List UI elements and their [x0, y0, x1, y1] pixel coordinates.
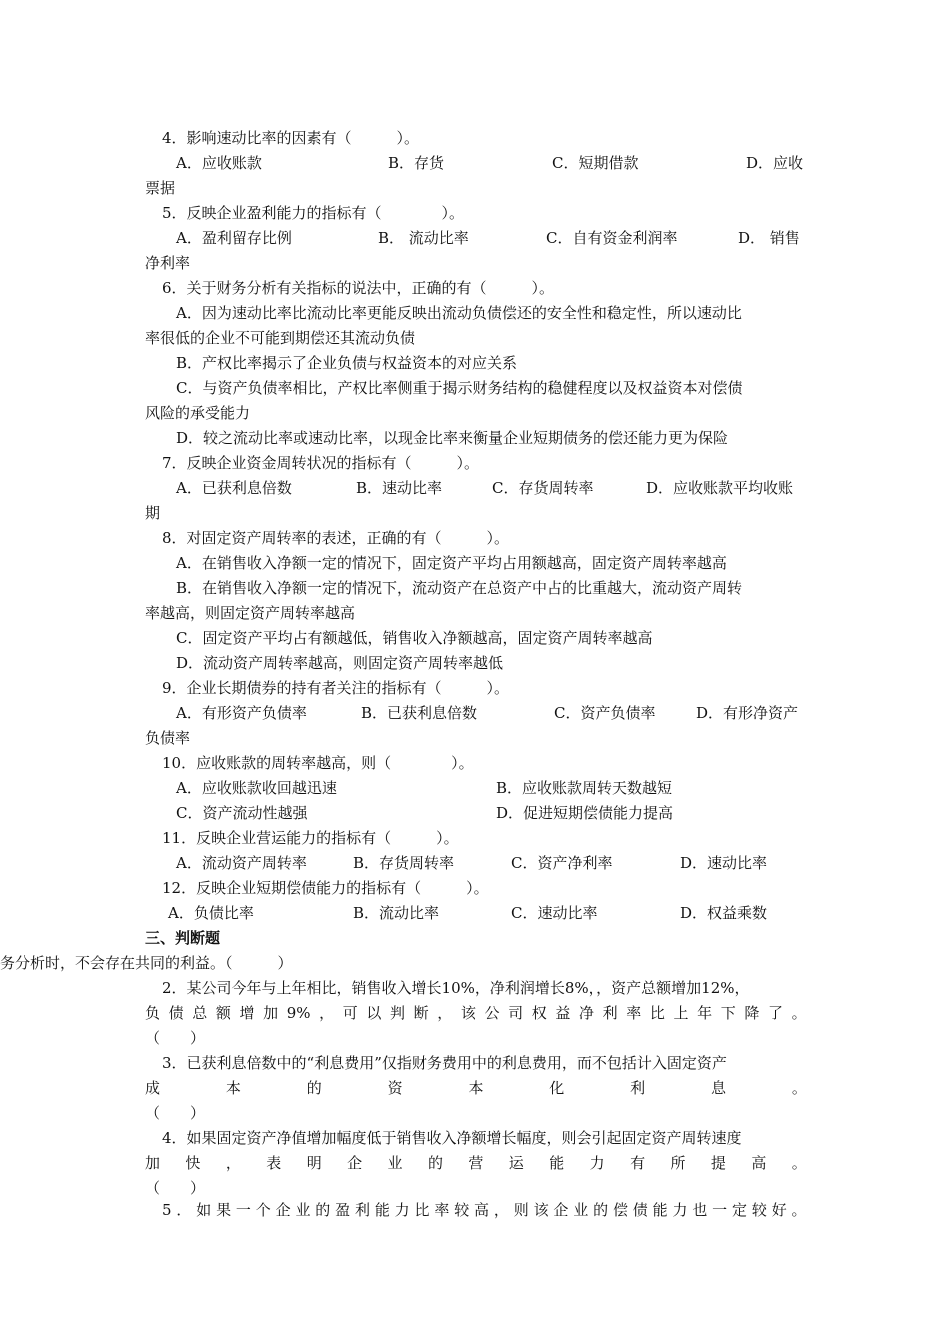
q12-stem: 12．反映企业短期偿债能力的指标有（ ）。 — [162, 879, 489, 897]
q5-option-b: B． 流动比率 — [378, 229, 469, 247]
q11-option-c: C．资产净利率 — [511, 854, 613, 872]
q9-option-c: C．资产负债率 — [554, 704, 656, 722]
q5-option-a: A．盈利留存比例 — [176, 229, 292, 247]
q8-option-b: B．在销售收入净额一定的情况下，流动资产在总资产中占的比重越大，流动资产周转 — [176, 579, 743, 597]
q11-option-b: B．存货周转率 — [353, 854, 455, 872]
q10-stem: 10．应收账款的周转率越高，则（ ）。 — [162, 754, 474, 772]
tf2-answer-bracket: （ ） — [145, 1029, 206, 1047]
q4-stem: 4．影响速动比率的因素有（ ）。 — [162, 129, 420, 147]
tf4-line2: 加 快 ， 表 明 企 业 的 营 运 能 力 有 所 提 高 。 — [145, 1154, 807, 1172]
q8-option-d: D．流动资产周转率越高，则固定资产周转率越低 — [176, 654, 504, 672]
q7-option-b: B．速动比率 — [356, 479, 443, 497]
q10-option-b: B．应收账款周转天数越短 — [496, 779, 673, 797]
q6-stem: 6．关于财务分析有关指标的说法中，正确的有（ ）。 — [162, 279, 555, 297]
q9-option-b: B．已获利息倍数 — [361, 704, 478, 722]
q10-option-c: C．资产流动性越强 — [176, 804, 308, 822]
q5-stem: 5．反映企业盈利能力的指标有（ ）。 — [162, 204, 465, 222]
q9-option-a: A．有形资产负债率 — [176, 704, 307, 722]
q4-option-b: B．存货 — [388, 154, 445, 172]
q10-option-d: D．促进短期偿债能力提高 — [496, 804, 674, 822]
q4-option-d-cont: 票据 — [145, 179, 176, 197]
q6-option-d: D．较之流动比率或速动比率，以现金比率来衡量企业短期债务的偿还能力更为保险 — [176, 429, 729, 447]
q4-option-d: D．应收 — [746, 154, 804, 172]
q8-option-a: A．在销售收入净额一定的情况下，固定资产平均占用额越高，固定资产周转率越高 — [176, 554, 727, 572]
tf3-line2: 成 本 的 资 本 化 利 息 。 — [145, 1079, 807, 1097]
q12-option-d: D．权益乘数 — [680, 904, 768, 922]
q9-option-d: D．有形净资产 — [696, 704, 799, 722]
q7-stem: 7．反映企业资金周转状况的指标有（ ）。 — [162, 454, 480, 472]
q5-option-c: C．自有资金利润率 — [546, 229, 678, 247]
section-heading: 三、判断题 — [145, 929, 221, 947]
q6-option-a: A．因为速动比率比流动比率更能反映出流动负债偿还的安全性和稳定性，所以速动比 — [176, 304, 742, 322]
q12-option-a: A．负债比率 — [168, 904, 254, 922]
q11-option-d: D．速动比率 — [680, 854, 768, 872]
q5-option-d: D． 销售 — [738, 229, 800, 247]
q8-stem: 8．对固定资产周转率的表述，正确的有（ ）。 — [162, 529, 510, 547]
q7-option-d: D．应收账款平均收账 — [646, 479, 794, 497]
tf3-answer-bracket: （ ） — [145, 1104, 206, 1122]
q6-option-b: B．产权比率揭示了企业负债与权益资本的对应关系 — [176, 354, 518, 372]
q8-option-b-cont: 率越高，则固定资产周转率越高 — [145, 604, 356, 622]
q12-option-b: B．流动比率 — [353, 904, 440, 922]
q11-option-a: A．流动资产周转率 — [176, 854, 307, 872]
tf4-answer-bracket: （ ） — [145, 1179, 206, 1197]
q4-option-a: A．应收账款 — [176, 154, 262, 172]
tf5-line1: 5 ． 如 果 一 个 企 业 的 盈 利 能 力 比 率 较 高 ， 则 该 企 业 的 偿 债 能 力 也 一 定 较 好 。 — [162, 1201, 807, 1219]
q9-stem: 9．企业长期债券的持有者关注的指标有（ ）。 — [162, 679, 510, 697]
tf2-line1: 2．某公司今年与上年相比，销售收入增长10%，净利润增长8%，，资产总额增加12%， — [162, 979, 750, 997]
tf4-line1: 4．如果固定资产净值增加幅度低于销售收入净额增长幅度，则会引起固定资产周转速度 — [162, 1129, 742, 1147]
q11-stem: 11．反映企业营运能力的指标有（ ）。 — [162, 829, 459, 847]
q5-option-d-cont: 净利率 — [145, 254, 191, 272]
q6-option-c-cont: 风险的承受能力 — [145, 404, 251, 422]
tf2-line2: 负 债 总 额 增 加 9% ， 可 以 判 断 ， 该 公 司 权 益 净 利 率 比 上 年 下 降 了 。 — [145, 1004, 807, 1022]
q7-option-c: C．存货周转率 — [492, 479, 594, 497]
tf3-line1: 3．已获利息倍数中的“利息费用”仅指财务费用中的利息费用，而不包括计入固定资产 — [162, 1054, 727, 1072]
q7-option-a: A．已获利息倍数 — [176, 479, 292, 497]
q6-option-c: C．与资产负债率相比，产权比率侧重于揭示财务结构的稳健程度以及权益资本对偿债 — [176, 379, 743, 397]
q8-option-c: C．固定资产平均占有额越低，销售收入净额越高，固定资产周转率越高 — [176, 629, 653, 647]
q9-option-d-cont: 负债率 — [145, 729, 191, 747]
q4-option-c: C．短期借款 — [552, 154, 639, 172]
q12-option-c: C．速动比率 — [511, 904, 598, 922]
q7-option-d-cont: 期 — [145, 504, 161, 522]
q6-option-a-cont: 率很低的企业不可能到期偿还其流动负债 — [145, 329, 416, 347]
q10-option-a: A．应收账款收回越迅速 — [176, 779, 337, 797]
tf1-text: 务分析时，不会存在共同的利益。（ ） — [0, 954, 293, 972]
